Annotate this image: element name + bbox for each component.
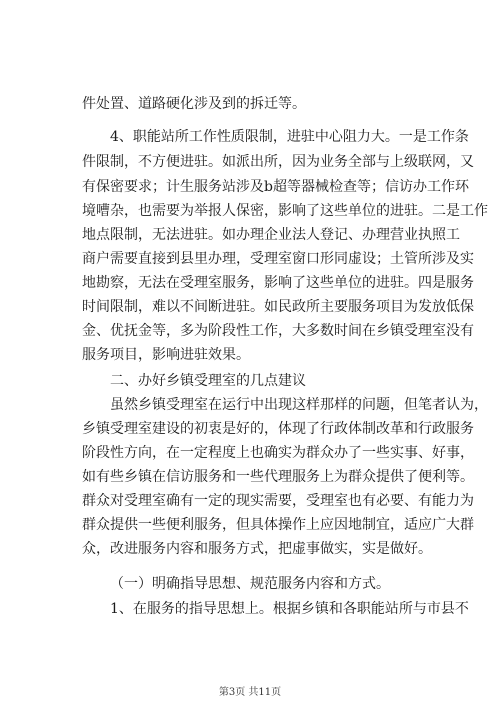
body-line: 乡镇受理室建设的初衷是好的，体现了行政体制改革和行政服务 [82, 421, 474, 437]
body-line: 4、职能站所工作性质限制，进驻中心阻力大。一是工作条 [110, 129, 469, 145]
page-footer: 第3页 共11页 [218, 687, 282, 698]
body-line: 阶段性方向，在一定程度上也确实为群众办了一些实事、好事， [82, 445, 474, 461]
body-line: 时间限制，难以不间断进驻。如民政所主要服务项目为发放低保 [82, 299, 474, 315]
body-line: 境嘈杂，也需要为举报人保密，影响了这些单位的进驻。二是工作 [82, 203, 488, 219]
body-line: 地点限制，无法进驻。如办理企业法人登记、办理营业执照工 [82, 227, 460, 243]
body-line: 有保密要求；计生服务站涉及b超等器械检查等；信访办工作环 [82, 179, 469, 195]
body-line: 商户需要直接到县里办理，受理室窗口形同虚设；土管所涉及实 [82, 251, 474, 267]
section-heading: 二、办好乡镇受理室的几点建议 [110, 373, 306, 389]
body-line: 群众对受理室确有一定的现实需要，受理室也有必要、有能力为 [82, 493, 474, 509]
body-line: 虽然乡镇受理室在运行中出现这样那样的问题，但笔者认为， [110, 397, 488, 413]
body-line: 1、在服务的指导思想上。根据乡镇和各职能站所与市县不 [110, 601, 469, 617]
body-line: 群众提供一些便利服务，但具体操作上应因地制宜，适应广大群 [82, 517, 474, 533]
body-line: 件处置、道路硬化涉及到的拆迁等。 [82, 96, 306, 112]
subsection-heading: （一）明确指导思想、规范服务内容和方式。 [110, 576, 390, 592]
body-line: 金、优抚金等，多为阶段性工作，大多数时间在乡镇受理室没有 [82, 323, 474, 339]
body-line: 如有些乡镇在信访服务和一些代理服务上为群众提供了便利等。 [82, 469, 474, 485]
body-line: 服务项目，影响进驻效果。 [82, 347, 250, 363]
body-line: 地勘察，无法在受理室服务，影响了这些单位的进驻。四是服务 [82, 275, 474, 291]
body-line: 件限制，不方便进驻。如派出所，因为业务全部与上级联网，又 [82, 154, 474, 170]
body-line: 众，改进服务内容和服务方式，把虚事做实，实是做好。 [82, 541, 432, 557]
